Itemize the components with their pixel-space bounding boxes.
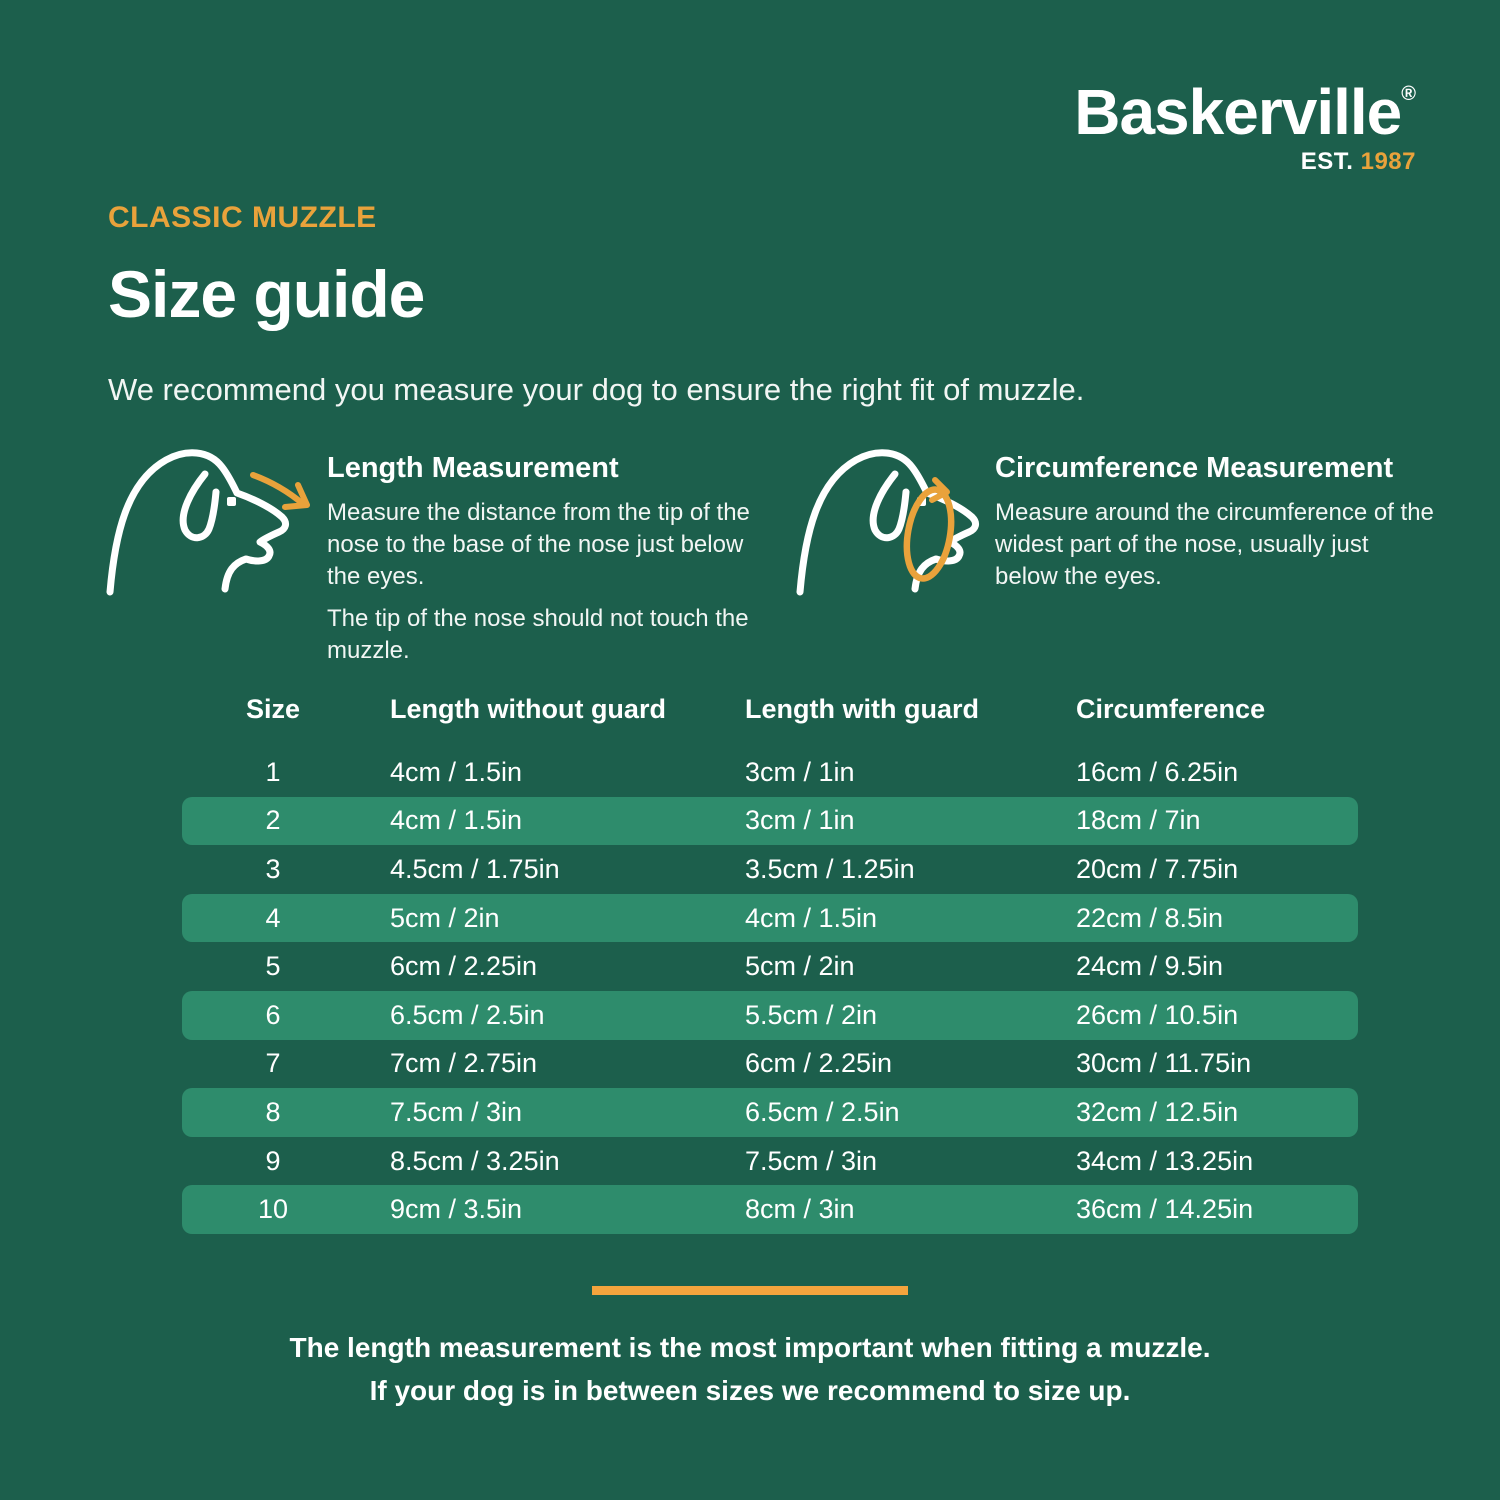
circumference-measurement-title: Circumference Measurement (995, 452, 1394, 484)
table-row (182, 845, 1358, 894)
divider-accent (592, 1286, 908, 1295)
value-cell: 7.5cm / 3in (390, 1096, 523, 1127)
value-cell: 8.5cm / 3.25in (390, 1145, 560, 1176)
table-row (182, 1088, 1358, 1137)
value-cell: 16cm / 6.25in (1076, 756, 1239, 787)
value-cell: 34cm / 13.25in (1076, 1145, 1254, 1176)
value-cell: 9cm / 3.5in (390, 1194, 523, 1225)
value-cell: 6.5cm / 2.5in (745, 1096, 900, 1127)
footer-line-1: The length measurement is the most important when fitting a muzzle. (289, 1332, 1211, 1363)
value-cell: 24cm / 9.5in (1076, 951, 1224, 982)
size-table-header (182, 688, 1358, 730)
table-row (182, 942, 1358, 991)
page-title: Size guide (108, 257, 425, 331)
value-cell: 20cm / 7.75in (1076, 853, 1239, 884)
value-cell: 7.5cm / 3in (745, 1145, 878, 1176)
value-cell: 6cm / 2.25in (390, 951, 538, 982)
brand-logo (1074, 76, 1416, 175)
value-cell: 22cm / 8.5in (1076, 902, 1224, 933)
value-cell: 18cm / 7in (1076, 805, 1201, 836)
value-cell: 36cm / 14.25in (1076, 1194, 1254, 1225)
size-cell: 8 (265, 1096, 281, 1127)
size-table-body (182, 748, 1358, 1234)
value-cell: 7cm / 2.75in (390, 1048, 538, 1079)
value-cell: 5cm / 2in (390, 902, 500, 933)
column-header-size: Size (245, 693, 301, 724)
table-row (182, 1137, 1358, 1186)
circumference-measurement-section (995, 452, 1437, 603)
dog-head-circumference-icon (786, 446, 1014, 604)
size-cell: 7 (265, 1048, 281, 1079)
value-cell: 4cm / 1.5in (390, 756, 523, 787)
circumference-measurement-text: Measure around the circumference of the widest part of the nose, usually just below the eyes. (995, 499, 1434, 590)
length-measurement-text-1: Measure the distance from the tip of the nose to the base of the nose just below the eyes. (327, 499, 750, 590)
circumference-loop-icon (901, 486, 958, 582)
size-cell: 4 (265, 902, 281, 933)
size-cell: 6 (265, 999, 281, 1030)
table-row (182, 1185, 1358, 1234)
table-row (182, 1040, 1358, 1089)
footer-line-2: If your dog is in between sizes we recommend to size up. (369, 1375, 1131, 1406)
est-label: EST. (1300, 148, 1354, 175)
brand-established (1074, 150, 1416, 174)
brand-name: Baskerville® (1074, 76, 1416, 148)
est-year: 1987 (1360, 148, 1416, 175)
value-cell: 26cm / 10.5in (1076, 999, 1239, 1030)
table-row (182, 991, 1358, 1040)
table-row (182, 797, 1358, 846)
dog-eye-dot (227, 497, 236, 506)
value-cell: 4cm / 1.5in (390, 805, 523, 836)
length-measurement-section (327, 452, 775, 677)
size-cell: 3 (265, 853, 281, 884)
value-cell: 5cm / 2in (745, 951, 855, 982)
column-header-length-with-guard: Length with guard (745, 693, 979, 724)
column-header-circumference: Circumference (1076, 693, 1266, 724)
dog-head-length-icon (96, 446, 324, 604)
size-cell: 9 (265, 1145, 281, 1176)
size-cell: 5 (265, 951, 281, 982)
value-cell: 5.5cm / 2in (745, 999, 878, 1030)
footer-note (0, 1326, 1500, 1412)
size-table (182, 688, 1358, 1234)
length-measurement-text-2: The tip of the nose should not touch the muzzle. (327, 605, 749, 664)
value-cell: 8cm / 3in (745, 1194, 855, 1225)
size-cell: 2 (265, 805, 281, 836)
page-subtitle: We recommend you measure your dog to ensure the right fit of muzzle. (108, 372, 1085, 407)
product-name-eyebrow: CLASSIC MUZZLE (108, 201, 377, 234)
registered-mark-icon: ® (1401, 83, 1416, 105)
value-cell: 32cm / 12.5in (1076, 1096, 1239, 1127)
value-cell: 30cm / 11.75in (1076, 1048, 1252, 1079)
length-measurement-title: Length Measurement (327, 452, 619, 484)
size-cell: 1 (265, 756, 281, 787)
value-cell: 3.5cm / 1.25in (745, 853, 915, 884)
size-cell: 10 (257, 1194, 289, 1225)
value-cell: 6.5cm / 2.5in (390, 999, 545, 1030)
table-row (182, 748, 1358, 797)
column-header-length-without-guard: Length without guard (390, 693, 666, 724)
table-row (182, 894, 1358, 943)
value-cell: 6cm / 2.25in (745, 1048, 893, 1079)
value-cell: 3cm / 1in (745, 805, 855, 836)
value-cell: 4.5cm / 1.75in (390, 853, 560, 884)
value-cell: 4cm / 1.5in (745, 902, 878, 933)
value-cell: 3cm / 1in (745, 756, 855, 787)
